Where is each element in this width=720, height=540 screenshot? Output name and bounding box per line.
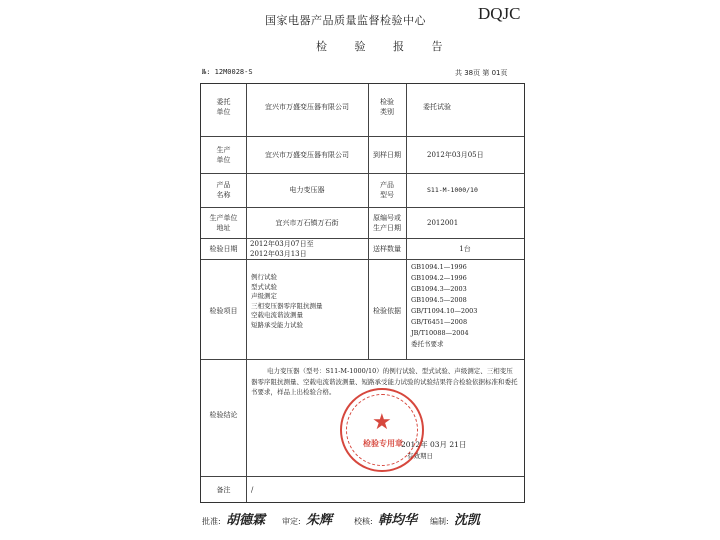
manufacturer-label: 生产 单位 — [216, 146, 231, 164]
review-signature: 朱辉 — [306, 513, 333, 528]
test-type-label: 检验 类别 — [380, 98, 394, 116]
test-items-value: 例行试验 型式试验 声级测定 三相变压器零序阻抗测量 空载电流谐波测量 短路承受能力试验 — [251, 273, 323, 329]
basis-value: GB1094.1—1996 GB1094.2—1996 GB1094.3—2003 GB1094.5—2008 GB/T1094.10—2003 GB/T6451—2008 JB/T10088—2004 委托书要求 — [411, 263, 478, 348]
compile-label: 编制: — [430, 517, 449, 526]
model-value: S11-M-1000/10 — [427, 186, 478, 194]
check-signature: 韩均华 — [378, 513, 418, 528]
arrival-date-value: 2012年03月05日 — [427, 151, 484, 159]
page-count: 共 38页 第 01页 — [455, 69, 508, 77]
arrival-date-label: 到样日期 — [373, 151, 401, 159]
basis-label: 检验依据 — [373, 307, 401, 315]
address-label: 生产单位 地址 — [209, 214, 238, 232]
compile-signature: 沈凯 — [454, 513, 481, 528]
review-label: 审定: — [282, 517, 301, 526]
report-title: 检 验 报 告 — [316, 40, 455, 53]
serial-value: 2012001 — [427, 219, 459, 227]
approve-signature: 胡德霖 — [226, 513, 266, 528]
organization-title: 国家电器产品质量监督检验中心 — [265, 14, 426, 27]
issue-date: 2012年 03月 21日 — [401, 440, 467, 449]
inspection-seal — [340, 388, 424, 472]
test-date-label: 检验日期 — [209, 245, 238, 253]
sample-qty-value: 1台 — [459, 245, 471, 253]
model-label: 产品 型号 — [380, 181, 394, 199]
conclusion-label: 检验结论 — [209, 411, 238, 419]
report-number: №: 12M0028-S — [202, 68, 253, 76]
remarks-label: 备注 — [216, 486, 231, 494]
remarks-value: / — [251, 486, 254, 494]
validity-note: 有效期日 — [407, 452, 433, 460]
product-name-value: 电力变压器 — [289, 186, 325, 194]
client-label: 委托 单位 — [216, 98, 231, 116]
approve-label: 批准: — [202, 517, 221, 526]
serial-label: 原编号或 生产日期 — [373, 214, 401, 232]
star-icon: ★ — [372, 410, 392, 435]
check-label: 校核: — [354, 517, 373, 526]
product-name-label: 产品 名称 — [216, 181, 231, 199]
test-type-value: 委托试验 — [423, 103, 451, 111]
test-date-value: 2012年03月07日至 2012年03月13日 — [250, 240, 314, 258]
sample-qty-label: 送样数量 — [373, 245, 401, 253]
client-value: 宜兴市万盛变压器有限公司 — [265, 103, 349, 111]
manufacturer-value: 宜兴市万盛变压器有限公司 — [265, 151, 349, 159]
org-code: DQJC — [478, 4, 521, 23]
seal-text: 检验专用章 — [363, 439, 403, 448]
address-value: 宜兴市万石镇万石街 — [275, 219, 339, 227]
conclusion-text: 电力变压器（型号：S11-M-1000/10）的例行试验、型式试验、声级测定、三相变压器零序阻抗测量、空载电流谐波测量、短路承受能力试验的试验结果符合检验依据标准和委托书要求，样品上出检验合格。 — [251, 367, 518, 396]
test-items-label: 检验项目 — [209, 307, 238, 315]
